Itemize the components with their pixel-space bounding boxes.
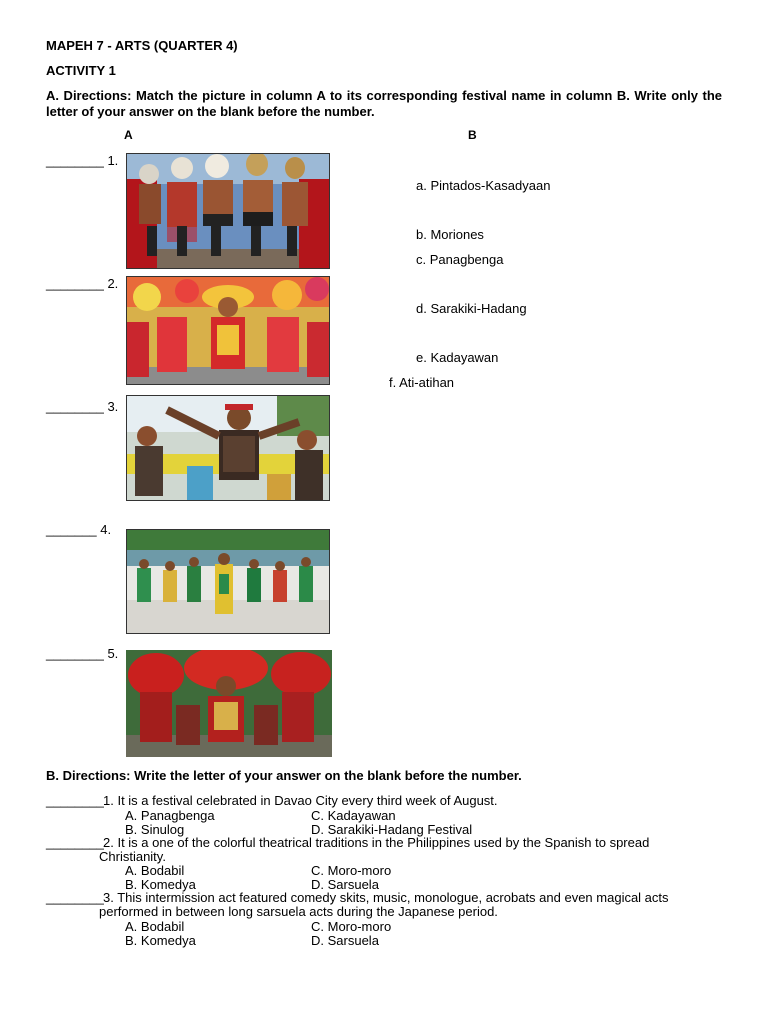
question-1-option-a: A. Panagbenga bbox=[125, 808, 215, 823]
question-3-option-b: B. Komedya bbox=[125, 933, 196, 948]
question-2-text: 2. It is a one of the colorful theatrical traditions in the Philippines used by the Spanish to spread bbox=[103, 835, 650, 850]
column-a-heading: A bbox=[124, 128, 133, 142]
question-3-option-a: A. Bodabil bbox=[125, 919, 185, 934]
moriones-warriors-photo bbox=[126, 153, 330, 269]
question-1-text: 1. It is a festival celebrated in Davao City every third week of August. bbox=[103, 793, 498, 808]
question-2-blank: ________ bbox=[46, 835, 104, 850]
question-2-option-c: C. Moro-moro bbox=[311, 863, 392, 878]
part-b-directions: B. Directions: Write the letter of your answer on the blank before the number. bbox=[46, 768, 522, 783]
choice-f: f. Ati-atihan bbox=[389, 375, 455, 390]
question-3-text-cont: performed in between long sarsuela acts during the Japanese period. bbox=[99, 904, 498, 919]
question-2-option-b: B. Komedya bbox=[125, 877, 196, 892]
question-3-option-d: D. Sarsuela bbox=[311, 933, 379, 948]
part-a-directions: A. Directions: Match the picture in column A to its corresponding festival name in column B. Write only the letter of your answer on the blank before the number. bbox=[46, 88, 722, 119]
panagbenga-dancers-photo bbox=[126, 276, 330, 385]
question-3-text: 3. This intermission act featured comedy skits, music, monologue, acrobats and even magical acts bbox=[103, 890, 669, 905]
choice-b: b. Moriones bbox=[416, 227, 484, 242]
choice-a: a. Pintados-Kasadyaan bbox=[416, 178, 551, 193]
item-3-blank: ________ 3. bbox=[46, 399, 119, 414]
item-5-blank: ________ 5. bbox=[46, 646, 119, 661]
item-1-blank: ________ 1. bbox=[46, 153, 119, 168]
question-1-option-c: C. Kadayawan bbox=[311, 808, 396, 823]
ati-atihan-painted-dancer-photo bbox=[126, 395, 330, 501]
question-3-blank: ________ bbox=[46, 890, 104, 905]
choice-d: d. Sarakiki-Hadang bbox=[416, 301, 527, 316]
kadayawan-street-dancers-photo bbox=[126, 529, 330, 634]
question-2-option-a: A. Bodabil bbox=[125, 863, 185, 878]
question-1-blank: ________ bbox=[46, 793, 104, 808]
question-1-option-d: D. Sarakiki-Hadang Festival bbox=[311, 822, 473, 837]
activity-heading: ACTIVITY 1 bbox=[46, 63, 116, 78]
column-b-heading: B bbox=[468, 128, 477, 142]
question-3-option-c: C. Moro-moro bbox=[311, 919, 392, 934]
question-2-text-cont: Christianity. bbox=[99, 849, 166, 864]
choice-e: e. Kadayawan bbox=[416, 350, 499, 365]
item-2-blank: ________ 2. bbox=[46, 276, 119, 291]
choice-c: c. Panagbenga bbox=[416, 252, 504, 267]
question-1-option-b: B. Sinulog bbox=[125, 822, 185, 837]
document-title: MAPEH 7 - ARTS (QUARTER 4) bbox=[46, 38, 238, 53]
question-2-option-d: D. Sarsuela bbox=[311, 877, 379, 892]
sarakiki-feathered-dancers-photo bbox=[126, 650, 332, 757]
item-4-blank: _______ 4. bbox=[46, 522, 112, 537]
